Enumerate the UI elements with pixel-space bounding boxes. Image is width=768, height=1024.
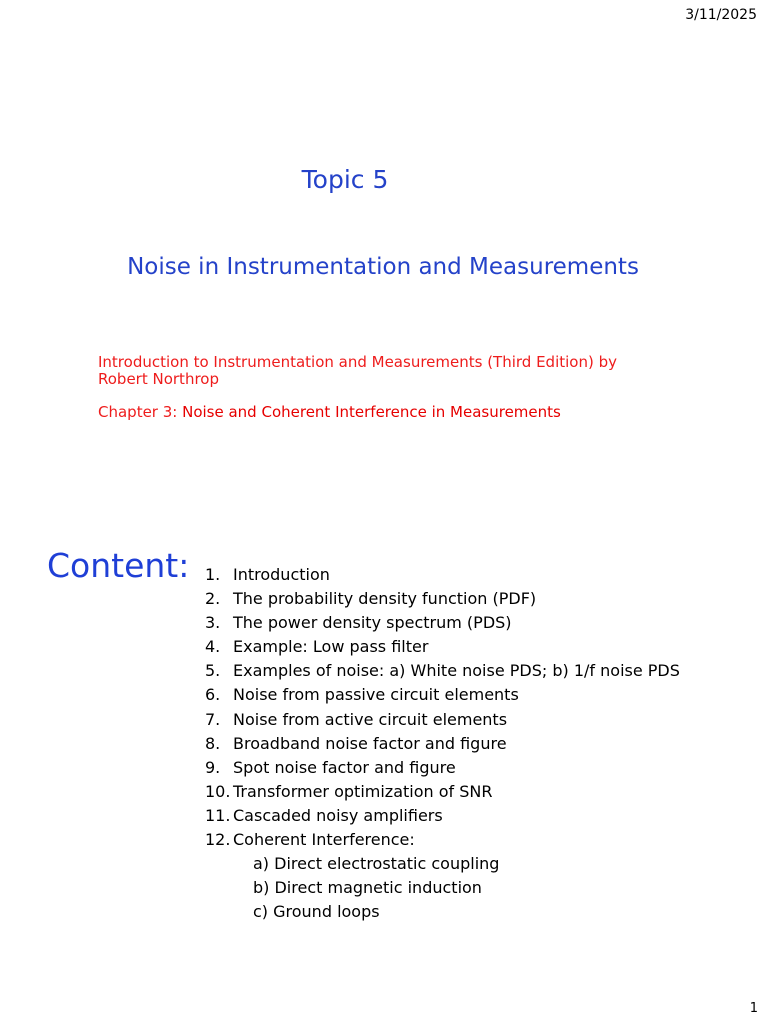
content-list bbox=[205, 565, 680, 926]
list-item-number: 3. bbox=[205, 613, 221, 633]
list-item-text: Introduction bbox=[233, 565, 330, 584]
list-item-text: Broadband noise factor and figure bbox=[233, 733, 507, 753]
reference-chapter bbox=[98, 403, 561, 421]
list-item-text: Transformer optimization of SNR bbox=[233, 781, 493, 801]
list-item-number: 8. bbox=[205, 733, 221, 753]
list-item-text: Coherent Interference: bbox=[233, 830, 415, 850]
slide-date: 3/11/2025 bbox=[685, 7, 757, 23]
list-item-text: The power density spectrum (PDS) bbox=[233, 613, 512, 633]
list-item bbox=[205, 734, 680, 758]
list-item bbox=[205, 589, 680, 613]
list-item bbox=[205, 806, 680, 830]
list-item bbox=[205, 661, 680, 685]
list-subitem: c) Ground loops bbox=[253, 902, 380, 922]
slide-subtitle: Noise in Instrumentation and Measurements bbox=[127, 254, 639, 280]
topic-title: Topic 5 bbox=[301, 165, 389, 194]
list-item bbox=[205, 613, 680, 637]
page-number: 1 bbox=[749, 1001, 758, 1016]
list-item bbox=[205, 637, 680, 661]
list-item-number: 10. bbox=[205, 781, 231, 801]
list-item bbox=[205, 758, 680, 782]
chapter-prefix: Chapter 3: bbox=[98, 403, 183, 421]
chapter-title: Noise and Coherent Interference in Measurements bbox=[182, 403, 561, 421]
list-item-number: 6. bbox=[205, 685, 221, 705]
list-item bbox=[205, 685, 680, 709]
list-subitem: a) Direct electrostatic coupling bbox=[253, 854, 500, 874]
list-item-text: Examples of noise: a) White noise PDS; b) 1/f noise PDS bbox=[233, 661, 680, 681]
list-item-text: Example: Low pass filter bbox=[233, 637, 429, 657]
list-item-number: 9. bbox=[205, 757, 221, 777]
list-item-text: Spot noise factor and figure bbox=[233, 757, 456, 777]
list-item-text: The probability density function (PDF) bbox=[233, 589, 537, 609]
list-item-number: 7. bbox=[205, 709, 221, 729]
list-item bbox=[205, 782, 680, 806]
content-heading: Content: bbox=[47, 546, 190, 585]
list-item-text: Noise from active circuit elements bbox=[233, 709, 508, 729]
list-item-number: 11. bbox=[205, 805, 231, 825]
list-item-number: 12. bbox=[205, 830, 231, 850]
reference-book: Introduction to Instrumentation and Measurements (Third Edition) by Robert Northrop bbox=[98, 353, 618, 388]
list-item-text: Noise from passive circuit elements bbox=[233, 685, 519, 705]
list-item-text: Cascaded noisy amplifiers bbox=[233, 805, 443, 825]
list-item-number: 2. bbox=[205, 589, 221, 609]
list-item bbox=[205, 710, 680, 734]
list-item-number: 4. bbox=[205, 637, 221, 657]
list-item bbox=[205, 565, 680, 589]
list-item-number: 1. bbox=[205, 565, 221, 584]
list-subitem: b) Direct magnetic induction bbox=[253, 878, 482, 898]
list-item bbox=[205, 830, 680, 854]
list-item-number: 5. bbox=[205, 661, 221, 681]
